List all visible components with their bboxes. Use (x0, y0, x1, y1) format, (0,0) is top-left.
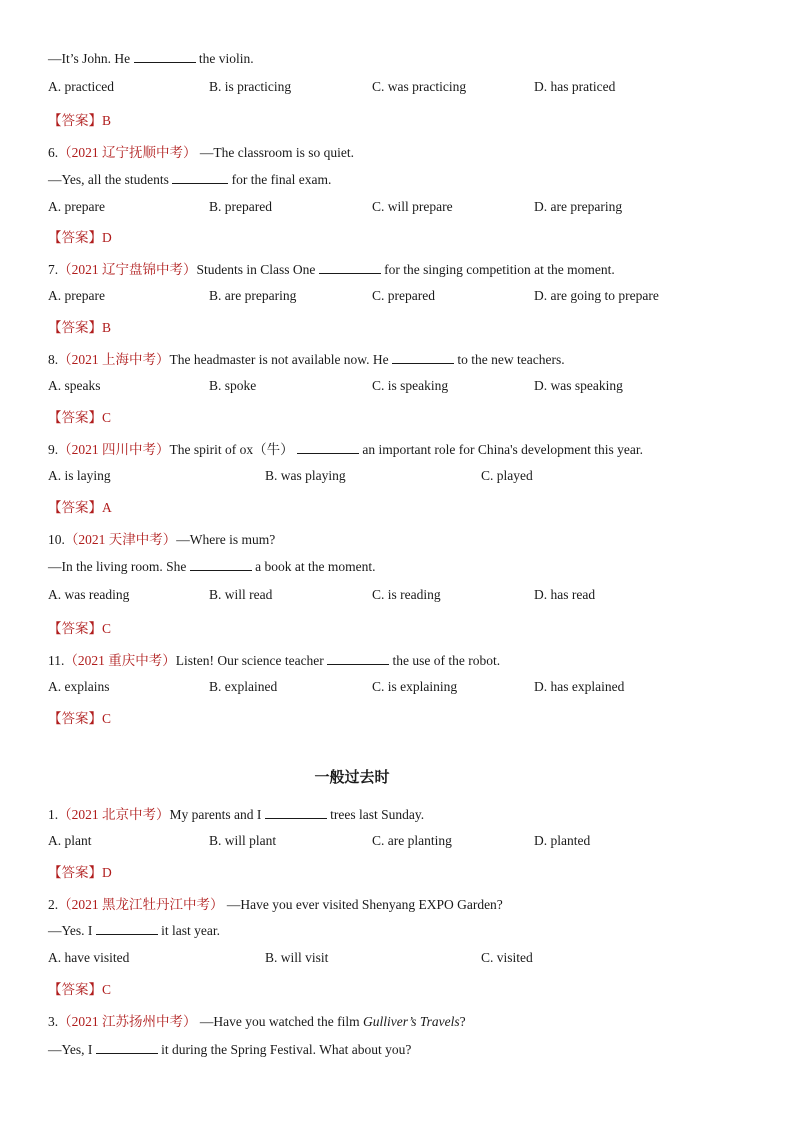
option-c: C. visited (481, 950, 533, 965)
question-source: （2021 天津中考） (64, 532, 177, 547)
option-c: C. are planting (372, 833, 452, 848)
answer-value: B (102, 320, 112, 335)
option-c: C. is reading (372, 587, 441, 602)
answer-blank (297, 441, 359, 454)
stem-text: —In the living room. She (48, 559, 187, 574)
stem-text: The headmaster is not available now. He (169, 352, 389, 367)
options-row (48, 199, 748, 217)
question-source: （2021 北京中考） (58, 807, 170, 822)
option-b: B. is practicing (209, 79, 292, 94)
option-c: C. prepared (372, 288, 435, 303)
answer-blank (134, 50, 196, 63)
option-a: A. have visited (48, 950, 130, 965)
stem-text: —Yes. I (48, 923, 93, 938)
stem-text: —Have you watched the film (199, 1014, 360, 1029)
answer-blank (96, 1041, 158, 1054)
answer-value: D (102, 230, 112, 245)
answer-label: 【答案】 (48, 621, 102, 636)
question-stem (48, 893, 503, 913)
option-c: C. is explaining (372, 679, 458, 694)
options-row (48, 79, 748, 97)
option-c: C. is speaking (372, 378, 449, 393)
answer-blank (190, 558, 252, 571)
question-source: （2021 重庆中考） (64, 653, 176, 668)
stem-text: the violin. (198, 51, 254, 66)
answer-line (48, 978, 111, 998)
answer-label: 【答案】 (48, 410, 102, 425)
options-row (48, 468, 748, 486)
answer-blank (96, 922, 158, 935)
options-row (48, 679, 748, 697)
question-number: 6. (48, 145, 59, 160)
answer-label: 【答案】 (48, 500, 102, 515)
answer-line (48, 406, 111, 426)
option-d: D. planted (534, 833, 591, 848)
answer-value: B (102, 113, 112, 128)
option-b: B. spoke (209, 378, 257, 393)
question-number: 1. (48, 807, 59, 822)
question-stem-2 (48, 1041, 411, 1058)
option-a: A. prepare (48, 288, 105, 303)
stem-text: it during the Spring Festival. What about you? (161, 1042, 412, 1057)
question-stem-2 (48, 558, 375, 575)
section-title: 一般过去时 (314, 768, 390, 786)
stem-text: Listen! Our science teacher (175, 653, 324, 668)
option-d: D. has read (534, 587, 596, 602)
answer-blank (265, 806, 327, 819)
question-stem (48, 141, 354, 161)
question-source: （2021 辽宁抚顺中考） (58, 145, 197, 160)
option-b: B. prepared (209, 199, 272, 214)
stem-text: —Yes, all the students (48, 172, 169, 187)
option-c: C. was practicing (372, 79, 467, 94)
question-number: 3. (48, 1014, 59, 1029)
answer-value: D (102, 865, 112, 880)
options-row (48, 833, 748, 851)
options-row (48, 587, 748, 605)
answer-line (48, 316, 111, 336)
stem-text: to the new teachers. (457, 352, 565, 367)
option-b: B. are preparing (209, 288, 297, 303)
answer-value: A (102, 500, 112, 515)
stem-text: —Have you ever visited Shenyang EXPO Garden? (226, 897, 503, 912)
answer-label: 【答案】 (48, 230, 102, 245)
stem-text: —Yes, I (48, 1042, 93, 1057)
stem-text: it last year. (161, 923, 220, 938)
question-number: 7. (48, 262, 59, 277)
answer-line (48, 617, 111, 637)
stem-text: for the singing competition at the moment. (384, 262, 615, 277)
option-b: B. will visit (265, 950, 329, 965)
question-stem (48, 50, 254, 67)
question-source: （2021 黑龙江牡丹江中考） (58, 897, 224, 912)
question-source: （2021 辽宁盘锦中考） (58, 262, 197, 277)
option-a: A. practiced (48, 79, 114, 94)
stem-text: for the final exam. (231, 172, 332, 187)
question-stem (48, 803, 424, 823)
option-b: B. was playing (265, 468, 346, 483)
option-d: D. are preparing (534, 199, 623, 214)
option-d: D. are going to prepare (534, 288, 659, 303)
answer-value: C (102, 711, 112, 726)
question-number: 10. (48, 532, 65, 547)
question-stem (48, 438, 643, 458)
options-row (48, 288, 748, 306)
question-stem (48, 528, 275, 548)
option-a: A. prepare (48, 199, 105, 214)
question-stem (48, 258, 615, 278)
question-source: （2021 江苏扬州中考） (58, 1014, 197, 1029)
answer-value: C (102, 621, 112, 636)
answer-blank (172, 171, 228, 184)
question-number: 11. (48, 653, 65, 668)
stem-text: an important role for China's development this year. (362, 442, 643, 457)
options-row (48, 378, 748, 396)
answer-value: C (102, 982, 112, 997)
answer-line (48, 707, 111, 727)
film-title: Gulliver’s Travels (362, 1014, 460, 1029)
question-number: 2. (48, 897, 59, 912)
stem-text: My parents and I (169, 807, 262, 822)
options-row (48, 950, 748, 968)
answer-label: 【答案】 (48, 865, 102, 880)
answer-line (48, 496, 112, 516)
option-b: B. explained (209, 679, 278, 694)
stem-text: ? (459, 1014, 466, 1029)
question-source: （2021 上海中考） (58, 352, 170, 367)
option-d: D. has explained (534, 679, 625, 694)
option-b: B. will plant (209, 833, 277, 848)
answer-value: C (102, 410, 112, 425)
answer-line (48, 861, 112, 881)
answer-label: 【答案】 (48, 711, 102, 726)
option-c: C. will prepare (372, 199, 453, 214)
stem-text: Students in Class One (196, 262, 316, 277)
option-a: A. plant (48, 833, 92, 848)
stem-text: trees last Sunday. (330, 807, 425, 822)
answer-label: 【答案】 (48, 320, 102, 335)
answer-line (48, 226, 112, 246)
answer-label: 【答案】 (48, 113, 102, 128)
question-stem (48, 649, 500, 669)
question-number: 8. (48, 352, 59, 367)
stem-text: The spirit of ox（牛） (169, 442, 294, 457)
stem-text: the use of the robot. (392, 653, 501, 668)
option-d: D. has praticed (534, 79, 616, 94)
stem-text: —It’s John. He (48, 51, 131, 66)
question-number: 9. (48, 442, 59, 457)
option-a: A. explains (48, 679, 110, 694)
answer-blank (319, 261, 381, 274)
question-stem-2 (48, 171, 331, 188)
question-stem (48, 348, 565, 368)
question-stem (48, 1010, 466, 1030)
answer-label: 【答案】 (48, 982, 102, 997)
question-stem-2 (48, 922, 220, 939)
stem-text: —Where is mum? (176, 532, 276, 547)
option-d: D. was speaking (534, 378, 623, 393)
option-a: A. speaks (48, 378, 101, 393)
question-source: （2021 四川中考） (58, 442, 170, 457)
answer-blank (327, 652, 389, 665)
option-a: A. was reading (48, 587, 130, 602)
stem-text: —The classroom is so quiet. (199, 145, 354, 160)
answer-line (48, 109, 111, 129)
option-b: B. will read (209, 587, 273, 602)
option-c: C. played (481, 468, 533, 483)
stem-text: a book at the moment. (255, 559, 376, 574)
answer-blank (392, 351, 454, 364)
option-a: A. is laying (48, 468, 111, 483)
